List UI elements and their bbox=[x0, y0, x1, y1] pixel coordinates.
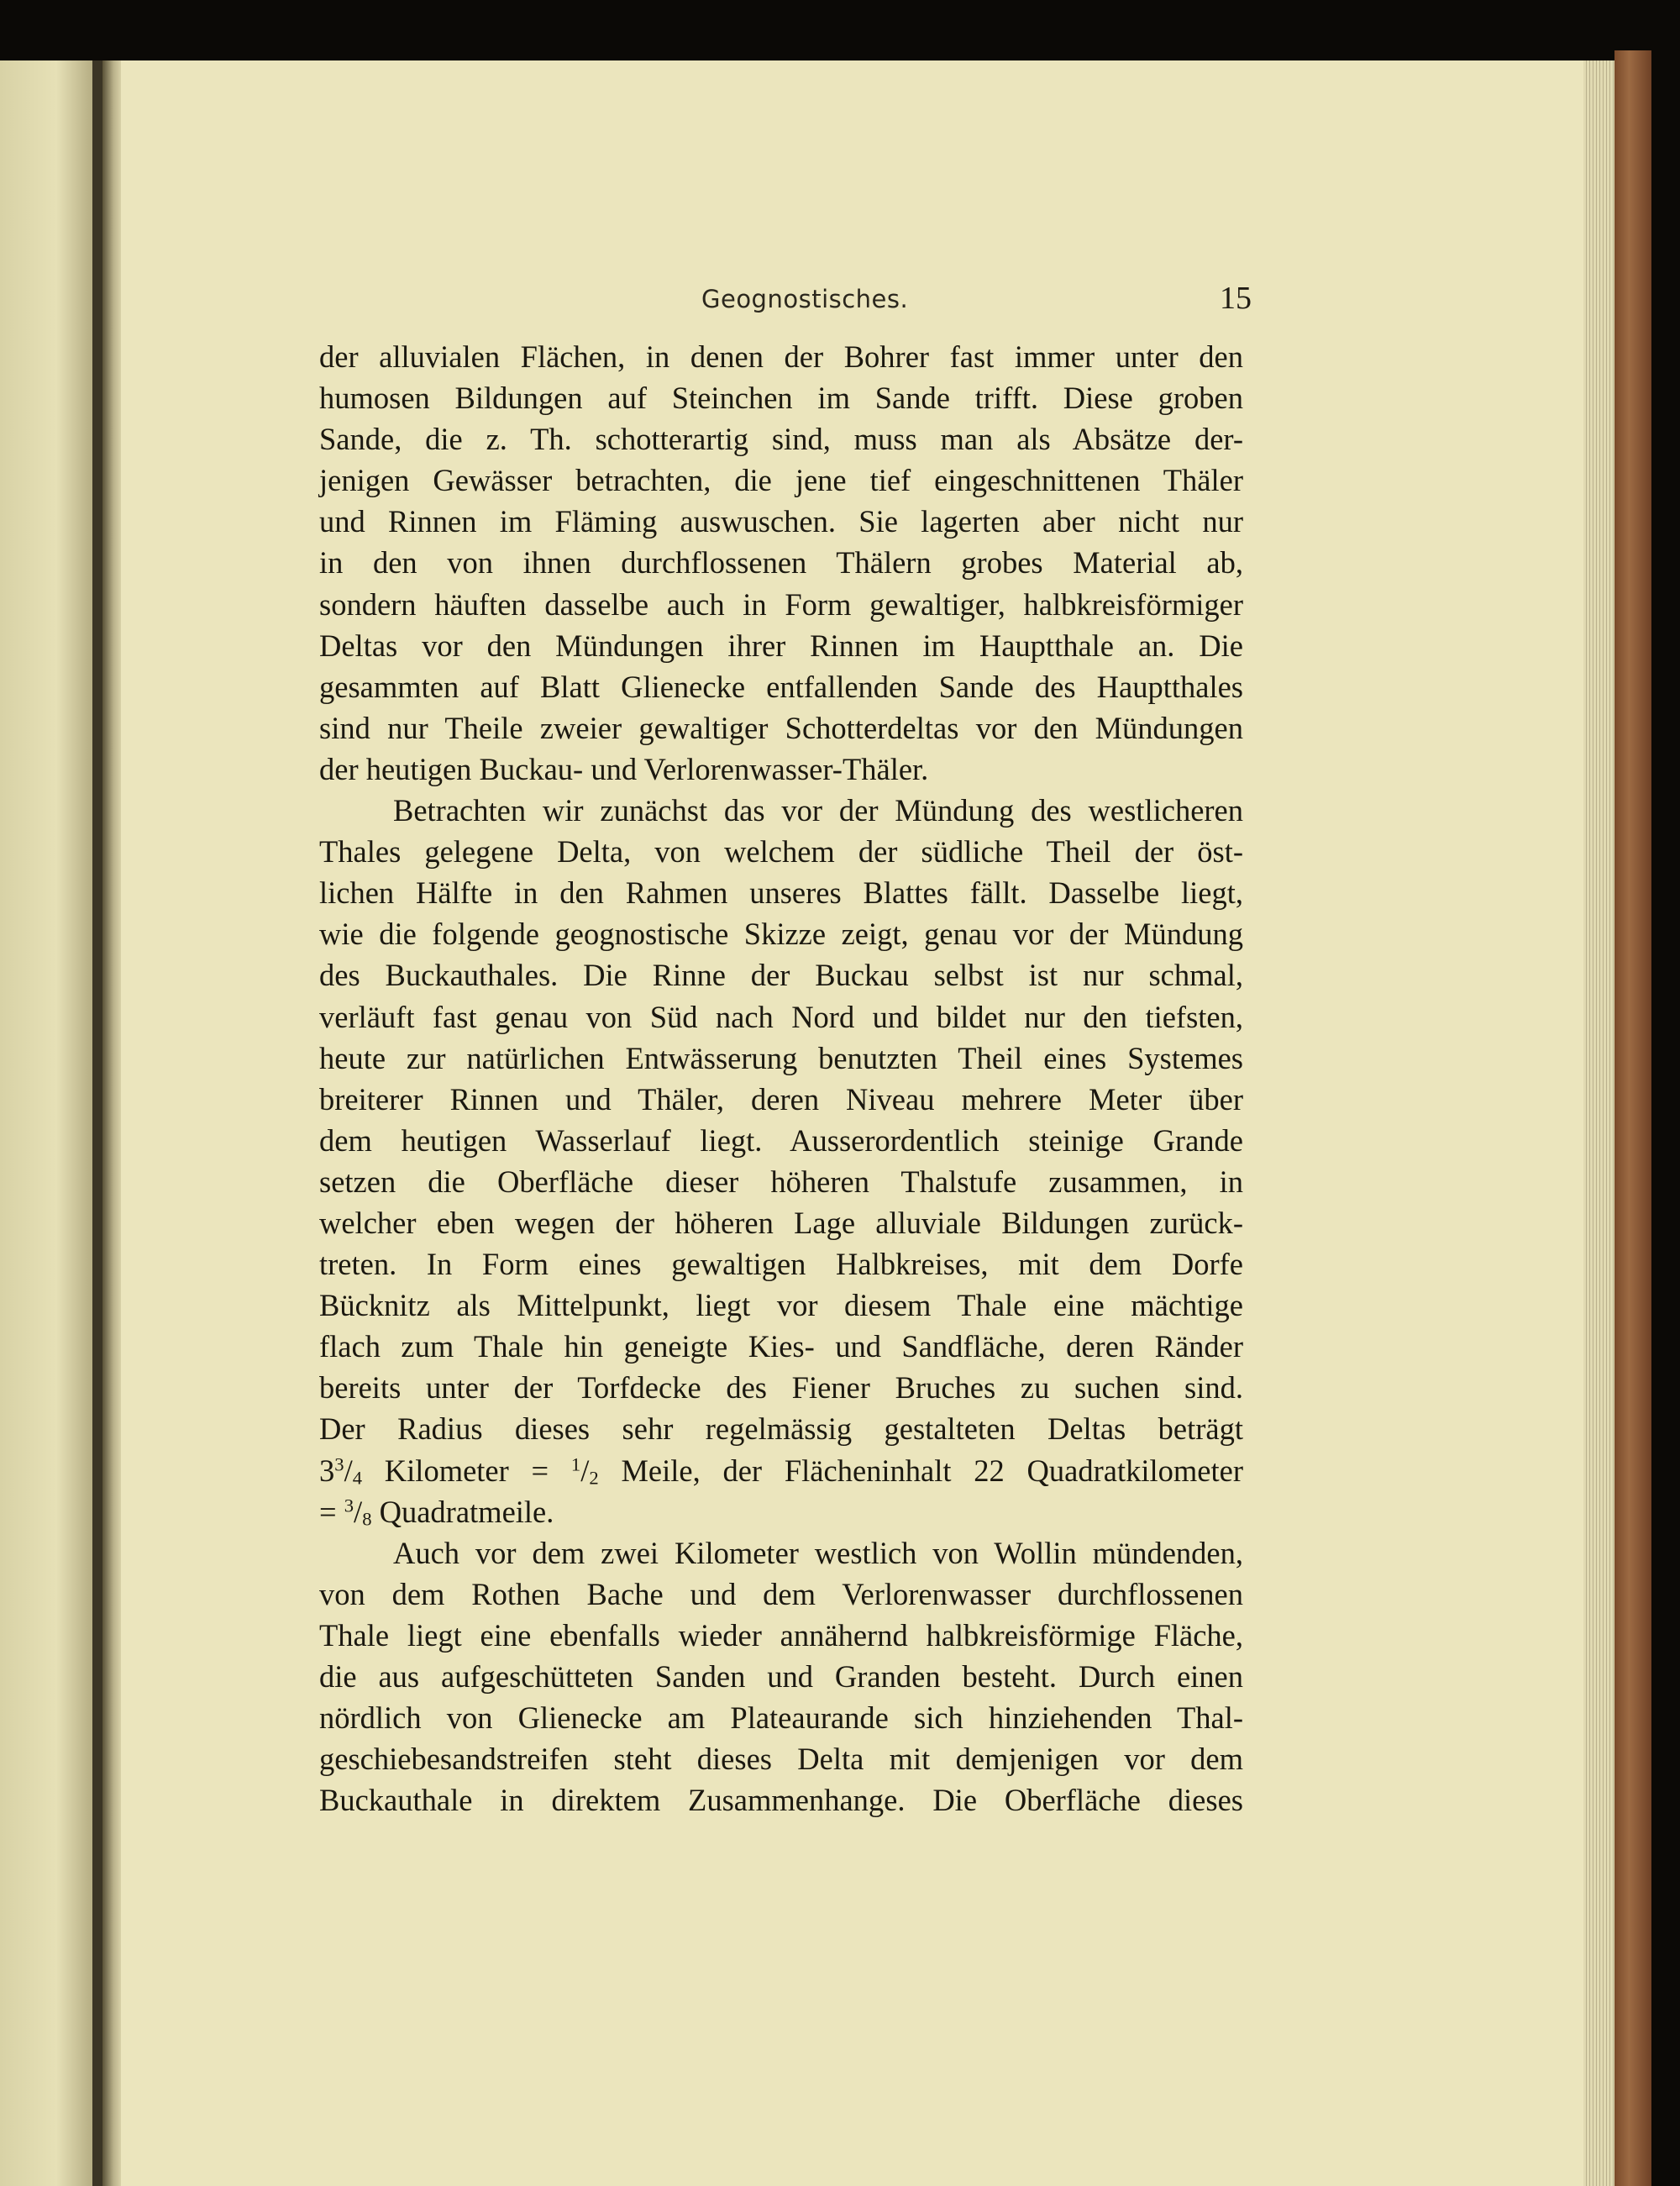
text-line: wie die folgende geognostische Skizze zeigt, genau vor der Mündung bbox=[319, 917, 1243, 952]
fraction-denominator: 4 bbox=[352, 1466, 363, 1488]
text-line: von dem Rothen Bache und dem Verlorenwasser durchflossenen bbox=[319, 1576, 1243, 1611]
text-line: geschiebesandstreifen steht dieses Delta mit demjenigen vor dem bbox=[319, 1742, 1243, 1777]
text-line: Sande, die z. Th. schotterartig sind, muss man als Absätze der- bbox=[319, 422, 1243, 457]
text-line: bereits unter der Torfdecke des Fiener Bruches zu suchen sind. bbox=[319, 1370, 1243, 1406]
text-line: der alluvialen Flächen, in denen der Bohrer fast immer unter den bbox=[319, 339, 1243, 374]
fraction-numerator: 3 bbox=[334, 1453, 344, 1475]
text-line: und Rinnen im Fläming auswuschen. Sie lagerten aber nicht nur bbox=[319, 504, 1243, 539]
page-header bbox=[319, 273, 1252, 332]
fraction-numerator: 3 bbox=[344, 1495, 354, 1516]
page-block-edges bbox=[1583, 60, 1614, 2186]
fraction-denominator: 2 bbox=[589, 1466, 599, 1488]
text-line: sind nur Theile zweier gewaltiger Schotterdeltas vor den Mündungen bbox=[319, 710, 1243, 745]
facing-page-edge bbox=[92, 60, 102, 2186]
running-head: Geognostisches. bbox=[701, 285, 909, 313]
fraction-slash: / bbox=[354, 1494, 363, 1529]
text-line-fractions bbox=[319, 1491, 1243, 1532]
fraction-slash: / bbox=[580, 1453, 590, 1488]
book-gutter bbox=[102, 60, 121, 2186]
page-number: 15 bbox=[1220, 281, 1252, 316]
text-line: Auch vor dem zwei Kilometer westlich von Wollin mündenden, bbox=[393, 1535, 1243, 1570]
text-line: treten. In Form eines gewaltigen Halbkreises, mit dem Dorfe bbox=[319, 1247, 1243, 1282]
fraction-slash: / bbox=[344, 1453, 353, 1488]
text-line: heute zur natürlichen Entwässerung benutzten Theil eines Systemes bbox=[319, 1040, 1243, 1075]
text-line: nördlich von Glienecke am Plateaurande sich hinziehenden Thal- bbox=[319, 1700, 1243, 1736]
text-line: flach zum Thale hin geneigte Kies- und Sandfläche, deren Ränder bbox=[319, 1329, 1243, 1364]
text-line: Betrachten wir zunächst das vor der Mündung des westlicheren bbox=[393, 793, 1243, 828]
text-line: dem heutigen Wasserlauf liegt. Ausserordentlich steinige Grande bbox=[319, 1122, 1243, 1158]
text-line: der heutigen Buckau- und Verlorenwasser-Thäler. bbox=[319, 751, 929, 786]
inline-text: Kilometer = bbox=[362, 1453, 571, 1488]
fraction-numerator: 1 bbox=[570, 1453, 581, 1475]
text-line: gesammten auf Blatt Glienecke entfallenden Sande des Hauptthales bbox=[319, 669, 1243, 704]
text-line: verläuft fast genau von Süd nach Nord und bildet nur den tiefsten, bbox=[319, 999, 1243, 1034]
text-line: Deltas vor den Mündungen ihrer Rinnen im Hauptthale an. Die bbox=[319, 628, 1243, 663]
book-cover-edge bbox=[1614, 50, 1651, 2186]
text-line: welcher eben wegen der höheren Lage alluviale Bildungen zurück- bbox=[319, 1205, 1243, 1240]
text-line: jenigen Gewässer betrachten, die jene tief eingeschnittenen Thäler bbox=[319, 463, 1243, 498]
text-line: Der Radius dieses sehr regelmässig gestalteten Deltas beträgt bbox=[319, 1411, 1243, 1447]
text-line: setzen die Oberfläche dieser höheren Thalstufe zusammen, in bbox=[319, 1164, 1243, 1199]
text-line: Buckauthale in direktem Zusammenhange. Die Oberfläche dieses bbox=[319, 1783, 1243, 1818]
text-line: Thales gelegene Delta, von welchem der südliche Theil der öst- bbox=[319, 834, 1243, 870]
text-line: humosen Bildungen auf Steinchen im Sande trifft. Diese groben bbox=[319, 381, 1243, 416]
fraction-denominator: 8 bbox=[362, 1508, 372, 1530]
text-line: sondern häuften dasselbe auch in Form gewaltiger, halbkreisförmiger bbox=[319, 586, 1243, 622]
text-line: lichen Hälfte in den Rahmen unseres Blattes fällt. Dasselbe liegt, bbox=[319, 875, 1243, 911]
text-line: in den von ihnen durchflossenen Thälern grobes Material ab, bbox=[319, 545, 1243, 581]
inline-text: Meile, der Flächeninhalt 22 Quadratkilometer bbox=[598, 1453, 1243, 1488]
text-line-fractions bbox=[319, 1450, 1243, 1491]
facing-page bbox=[0, 60, 102, 2186]
body-text bbox=[319, 336, 1243, 1821]
inline-text: 3 bbox=[319, 1453, 335, 1488]
inline-text: = bbox=[319, 1494, 344, 1529]
text-line: Thale liegt eine ebenfalls wieder annähernd halbkreisförmige Fläche, bbox=[319, 1617, 1243, 1653]
text-line: breiterer Rinnen und Thäler, deren Niveau mehrere Meter über bbox=[319, 1081, 1243, 1117]
text-line: die aus aufgeschütteten Sanden und Granden besteht. Durch einen bbox=[319, 1659, 1243, 1694]
text-line: Bücknitz als Mittelpunkt, liegt vor diesem Thale eine mächtige bbox=[319, 1288, 1243, 1323]
text-line: des Buckauthales. Die Rinne der Buckau selbst ist nur schmal, bbox=[319, 958, 1243, 993]
inline-text: Quadratmeile. bbox=[371, 1494, 554, 1529]
